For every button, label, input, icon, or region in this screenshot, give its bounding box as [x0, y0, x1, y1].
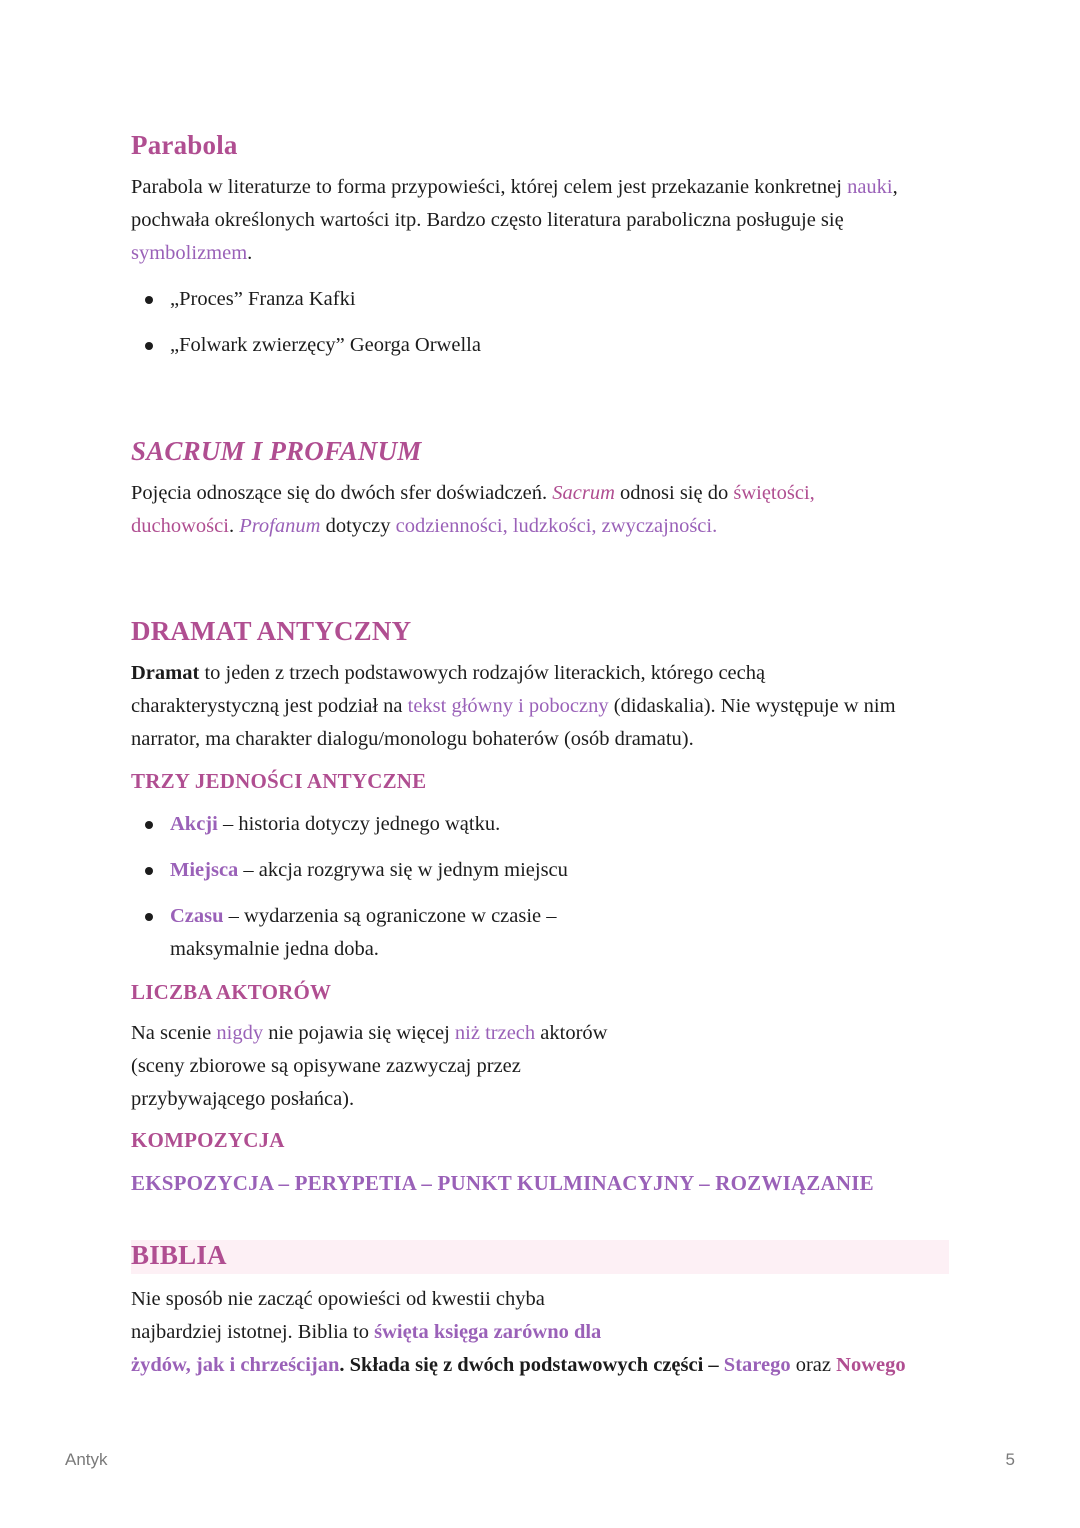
text: , — [892, 176, 898, 198]
term-dramat: Dramat — [131, 662, 200, 684]
term-akcji: Akcji — [170, 813, 218, 835]
text: – historia dotyczy jednego wątku. — [217, 813, 501, 835]
highlight-symbolizmem: symbolizmem — [131, 242, 248, 264]
list-item: „Folwark zwierzęcy” Georga Orwella — [131, 329, 951, 362]
text: maksymalnie jedna doba. — [170, 938, 379, 960]
text: . — [228, 515, 240, 537]
text: narrator, ma charakter dialogu/monologu bohaterów (osób dramatu). — [131, 728, 694, 750]
highlight-duchowosci: duchowości — [131, 515, 229, 537]
footer-section-name: Antyk — [65, 1450, 108, 1469]
highlight-starego: Starego — [723, 1354, 791, 1376]
kompozycja-heading: KOMPOZYCJA — [131, 1128, 285, 1152]
highlight-codziennosci: codzienności, ludzkości, zwyczajności. — [395, 515, 718, 537]
biblia-paragraph — [131, 1283, 951, 1382]
dramat-paragraph — [131, 657, 951, 756]
text: najbardziej istotnej. Biblia to — [131, 1321, 375, 1343]
biblia-section — [131, 1240, 951, 1382]
list-item — [131, 854, 951, 887]
kompozycja-line: EKSPOZYCJA – PERYPETIA – PUNKT KULMINACYJNY – ROZWIĄZANIE — [131, 1171, 874, 1195]
footer-page-number: 5 — [1005, 1450, 1015, 1469]
list-item — [131, 900, 951, 966]
list-item — [131, 808, 951, 841]
parabola-heading: Parabola — [131, 130, 238, 160]
text: (didaskalia). Nie występuje w nim — [608, 695, 896, 717]
text: odnosi się do — [614, 482, 734, 504]
sacrum-paragraph — [131, 477, 951, 543]
list-item: „Proces” Franza Kafki — [131, 283, 951, 316]
text: charakterystyczną jest podział na — [131, 695, 408, 717]
text: to jeden z trzech podstawowych rodzajów literackich, którego cechą — [199, 662, 766, 684]
text: oraz — [790, 1354, 837, 1376]
text: dotyczy — [320, 515, 396, 537]
text: . — [247, 242, 253, 264]
dramat-heading: DRAMAT ANTYCZNY — [131, 616, 412, 646]
text: aktorów — [535, 1022, 608, 1044]
sacrum-heading: SACRUM I PROFANUM — [131, 436, 422, 466]
jednosci-heading: TRZY JEDNOŚCI ANTYCZNE — [131, 769, 427, 793]
highlight-niz-trzech: niż trzech — [454, 1022, 536, 1044]
text: (sceny zbiorowe są opisywane zazwyczaj przez — [131, 1055, 521, 1077]
term-sacrum: Sacrum — [552, 482, 615, 504]
text: Na scenie — [131, 1022, 217, 1044]
text: przybywającego posłańca). — [131, 1088, 355, 1110]
biblia-heading: BIBLIA — [131, 1240, 227, 1270]
parabola-examples-list — [131, 283, 951, 362]
highlight-nauki: nauki — [847, 176, 893, 198]
highlight-swietosci: świętości, — [733, 482, 815, 504]
highlight-tekst: tekst główny i poboczny — [407, 695, 609, 717]
parabola-paragraph — [131, 171, 951, 270]
term-profanum: Profanum — [239, 515, 321, 537]
text: – wydarzenia są ograniczone w czasie – — [223, 905, 557, 927]
text: – akcja rozgrywa się w jednym miejscu — [238, 859, 568, 881]
aktorzy-paragraph — [131, 1017, 951, 1116]
term-miejsca: Miejsca — [170, 859, 239, 881]
highlight-swieta-ksiega: święta księga zarówno dla — [374, 1321, 602, 1343]
highlight-zydow-chrzescijan: żydów, jak i chrześcijan — [131, 1354, 340, 1376]
dramat-section — [131, 616, 951, 1196]
text: Nie sposób nie zacząć opowieści od kwestii chyba — [131, 1288, 545, 1310]
highlight-nowego: Nowego — [836, 1354, 906, 1376]
jednosci-list — [131, 808, 951, 966]
text: Pojęcia odnoszące się do dwóch sfer doświadczeń. — [131, 482, 553, 504]
sacrum-section — [131, 436, 951, 543]
text: nie pojawia się więcej — [263, 1022, 455, 1044]
term-czasu: Czasu — [170, 905, 224, 927]
text: . Składa się z dwóch podstawowych części – — [339, 1354, 724, 1376]
highlight-nigdy: nigdy — [216, 1022, 264, 1044]
text: Parabola w literaturze to forma przypowieści, której celem jest przekazanie konkretnej — [131, 176, 848, 198]
parabola-section — [131, 130, 951, 362]
text: pochwała określonych wartości itp. Bardzo często literatura paraboliczna posługuje się — [131, 209, 844, 231]
aktorzy-heading: LICZBA AKTORÓW — [131, 980, 332, 1004]
